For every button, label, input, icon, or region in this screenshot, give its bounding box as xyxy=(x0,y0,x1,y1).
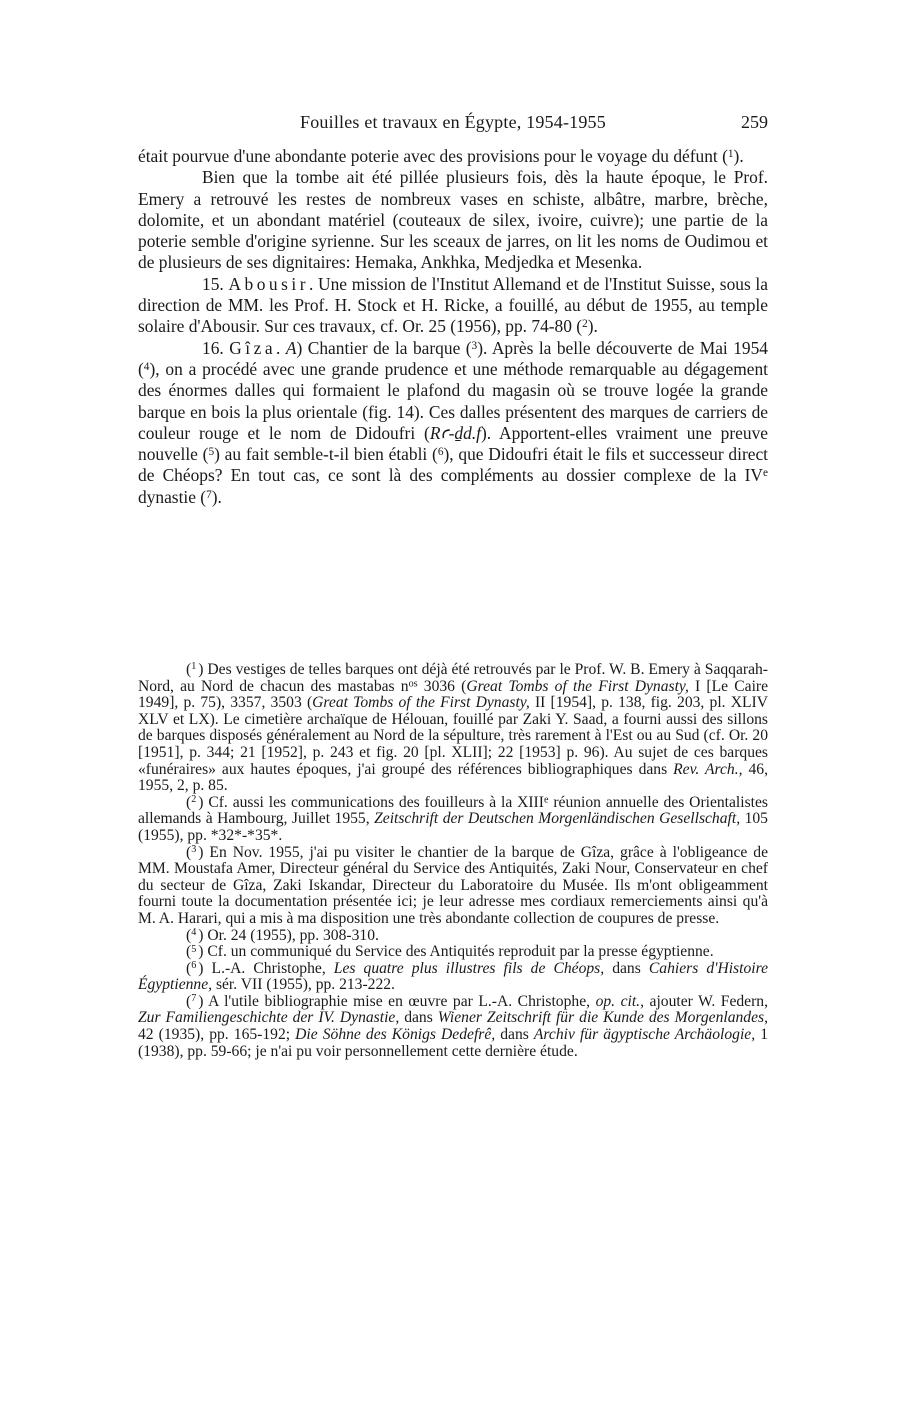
footnote-1: ($^1$ ) Des vestiges de telles barques ont déjà été retrouvés par le Prof. W. B. Emery à Saqqarah-Nord, au Nord de chacun des mastabas $n^{os}$ 3036 (Great Tombs of the First Dynasty, I [Le Caire 1949], p. 75), 3357, 3503 (Great Tombs of the First Dynasty, II [1954], p. 138, fig. 203, pl. XLIV XLV et LX). Le cimetière archaïque de Hélouan, fouillé par Zaki Y. Saad, a fourni aussi des sillons de barques disposés généralement au Nord de la sépulture, très rarement à l'Est ou au Sud (cf. Or. 20 [1951], p. 344; 21 [1952], p. 243 et fig. 20 [pl. XLII]; 22 [1953] p. 96). Au sujet de ces barques «funéraires» aux hautes époques, j'ai groupé des références bibliographiques dans Rev. Arch., 46, 1955, 2, p. 85. xyxy=(138,661,769,795)
footnote-5: ($^5$ ) Cf. un communiqué du Service des Antiquités reproduit par la presse égyptienne. xyxy=(186,943,714,961)
footnote-2: ($^2$ ) Cf. aussi les communications des fouilleurs à la XIIIe réunion annuelle des Orientalistes allemands à Hambourg, Juillet 1955, Zeitschrift der Deutschen Morgenländischen Gesellschaft, 105 (1955), pp. *32*-*35*. xyxy=(138,793,768,844)
footnote-ref: 5 xyxy=(208,446,215,459)
page-number: 259 xyxy=(741,112,768,132)
paragraph-abousir: 15. Abousir. Une mission de l'Institut Allemand et de l'Institut Suisse, sous la direction de MM. les Prof. H. Stock et H. Ricke, a fouillé, au début de 1955, au temple solaire d'Abousir. Sur ces travaux, cf. Or. 25 (1956), pp. 74-80 ($^2$). xyxy=(138,273,768,337)
footnote-ref: 4 xyxy=(143,360,150,373)
paragraph-continuation: était pourvue d'une abondante poterie avec des provisions pour le voyage du défunt ($^1$). xyxy=(138,146,744,166)
running-title: Fouilles et travaux en Égypte, 1954-1955 xyxy=(300,112,606,132)
footnote-ref: 3 xyxy=(471,339,478,352)
footnote-3: ($^3$ ) En Nov. 1955, j'ai pu visiter le chantier de la barque de Gîza, grâce à l'obligeance de MM. Moustafa Amer, Directeur général du Service des Antiquités, Zaki Nour, Conservateur en chef du secteur de Gîza, Zaki Iskandar, Directeur du Laboratoire du Musée. Ils m'ont obligeamment fourni toute la documentation présentée ici; je leur adresse mes cordiaux remerciements ainsi qu'à M. A. Harari, qui a mis à ma disposition une très abondante collection de coupures de presse. xyxy=(138,843,768,927)
section-letter: A xyxy=(285,337,297,358)
site-name-giza: Gîza xyxy=(229,337,277,358)
footnote-ref: 1 xyxy=(727,147,734,160)
footnote-6: ($^6$ ) L.-A. Christophe, Les quatre plus illustres fils de Chéops, dans Cahiers d'Histoire Égyptienne, sér. VII (1955), pp. 213-222. xyxy=(138,959,768,994)
footnote-ref: 7 xyxy=(206,488,212,501)
transliteration: Rꜥ-ḏd.f xyxy=(429,422,481,443)
footnote-4: ($^4$ ) Or. 24 (1955), pp. 308-310. xyxy=(186,926,379,944)
footnote-ref: 2 xyxy=(582,318,588,331)
site-name-abousir: Abousir xyxy=(228,273,309,294)
footnotes xyxy=(138,662,768,1060)
main-text xyxy=(138,146,768,508)
page-header xyxy=(138,112,768,138)
footnote-7: ($^7$ ) A l'utile bibliographie mise en œuvre par L.-A. Christophe, op. cit., ajouter W. Federn, Zur Familiengeschichte der IV. Dynastie, dans Wiener Zeitschrift für die Kunde des Morgenlandes, 42 (1935), pp. 165-192; Die Söhne des Königs Dedefrê, dans Archiv für ägyptische Archäologie, 1 (1938), pp. 59-66; je n'ai pu voir personnellement cette dernière étude. xyxy=(138,992,768,1060)
paragraph-giza: 16. Gîza. A) Chantier de la barque ($^3$). Après la belle découverte de Mai 1954 ($^4$), on a procédé avec une grande prudence et une méthode remarquable au dégagement des énormes dalles qui formaient le plafond du magasin où se trouve logée la grande barque en bois la plus orientale (fig. 14). Ces dalles présentent des marques de carriers de couleur rouge et le nom de Didoufri (Rꜥ-ḏd.f). Apportent-elles vraiment une preuve nouvelle ($^5$) au fait semble-t-il bien établi ($^6$), que Didoufri était le fils et successeur direct de Chéops? En tout cas, ce sont là des compléments au dossier complexe de la IVe dynastie ($^7$). xyxy=(138,337,768,507)
paragraph-tomb: Bien que la tombe ait été pillée plusieurs fois, dès la haute époque, le Prof. Emery a retrouvé les restes de nombreux vases en schiste, albâtre, marbre, brèche, dolomite, et un abondant matériel (couteaux de silex, ivoire, cuivre); une partie de la poterie semble d'origine syrienne. Sur les sceaux de jarres, on lit les noms de Oudimou et de plusieurs de ses dignitaires: Hemaka, Ankhka, Medjedka et Mesenka. xyxy=(138,167,768,273)
footnote-ref: 6 xyxy=(437,446,444,459)
